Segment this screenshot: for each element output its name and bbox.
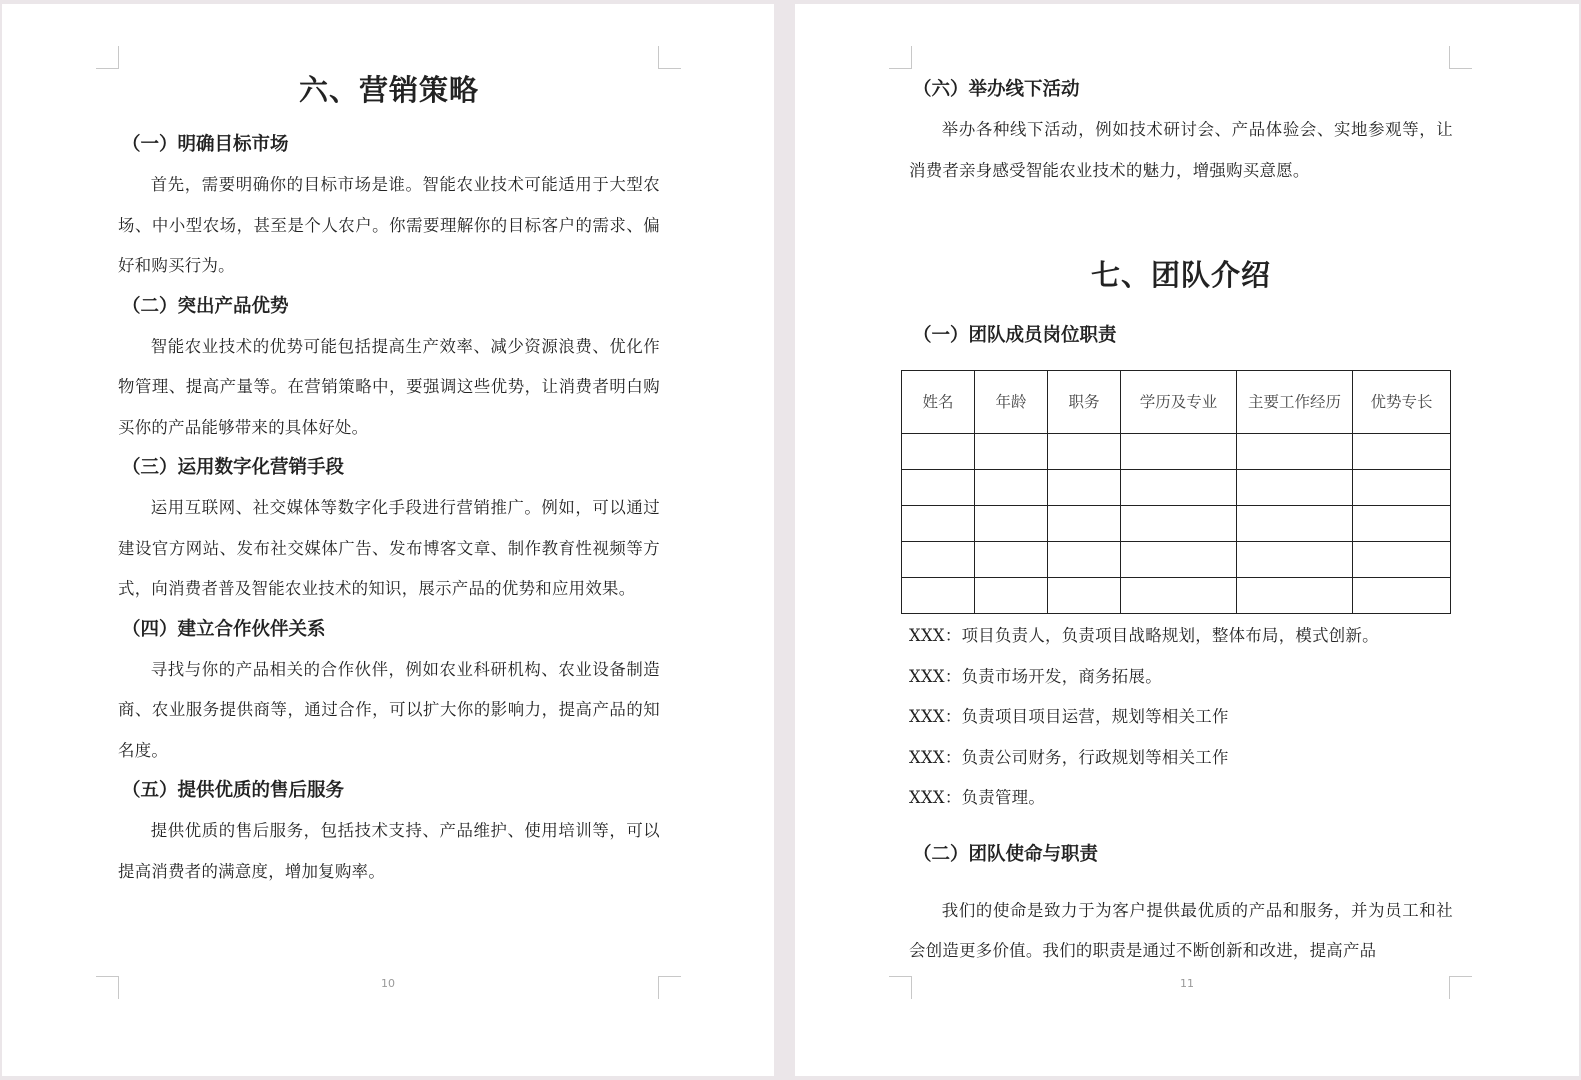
table-row	[902, 542, 1451, 578]
table-cell[interactable]	[1048, 578, 1121, 614]
section-paragraph: 首先，需要明确你的目标市场是谁。智能农业技术可能适用于大型农场、中小型农场，甚至是个人农户。你需要理解你的目标客户的需求、偏好和购买行为。	[118, 175, 660, 275]
page-content	[118, 68, 660, 892]
table-cell[interactable]	[1048, 434, 1121, 470]
table-header-cell: 主要工作经历	[1237, 371, 1353, 434]
table-cell[interactable]	[1048, 542, 1121, 578]
table-cell[interactable]	[1237, 578, 1353, 614]
section-paragraph: 寻找与你的产品相关的合作伙伴，例如农业科研机构、农业设备制造商、农业服务提供商等，通过合作，可以扩大你的影响力，提高产品的知名度。	[118, 659, 660, 760]
page-number: 10	[381, 977, 395, 990]
section-paragraph: 运用互联网、社交媒体等数字化手段进行营销推广。例如，可以通过建设官方网站、发布社交媒体广告、发布博客文章、制作教育性视频等方式，向消费者普及智能农业技术的知识，展示产品的优势和应用效果。	[118, 498, 660, 598]
table-cell[interactable]	[1237, 434, 1353, 470]
table-cell[interactable]	[1237, 506, 1353, 542]
chapter-title: 七、团队介绍	[1090, 258, 1271, 292]
table-cell[interactable]	[975, 470, 1048, 506]
role-item: XXX：负责管理。	[909, 788, 1046, 807]
table-cell[interactable]	[975, 434, 1048, 470]
table-cell[interactable]	[1121, 470, 1237, 506]
table-cell[interactable]	[902, 506, 975, 542]
table-header-row	[902, 371, 1451, 434]
table-header-cell: 学历及专业	[1121, 371, 1237, 434]
section-heading: （一）团队成员岗位职责	[913, 325, 1117, 346]
page-content	[909, 70, 1453, 972]
table-cell[interactable]	[902, 578, 975, 614]
table-cell[interactable]	[1237, 470, 1353, 506]
table-row	[902, 506, 1451, 542]
section-heading: （一）明确目标市场	[122, 134, 289, 155]
role-list	[909, 616, 1453, 819]
table-cell[interactable]	[1237, 542, 1353, 578]
document-page-right	[795, 4, 1579, 1076]
section-heading: （三）运用数字化营销手段	[122, 457, 345, 478]
table-cell[interactable]	[975, 542, 1048, 578]
table-row	[902, 578, 1451, 614]
table-cell[interactable]	[1048, 506, 1121, 542]
table-header-cell: 职务	[1048, 371, 1121, 434]
table-cell[interactable]	[1048, 470, 1121, 506]
table-cell[interactable]	[1353, 434, 1451, 470]
team-table	[901, 370, 1451, 614]
table-cell[interactable]	[1353, 506, 1451, 542]
table-cell[interactable]	[902, 470, 975, 506]
table-cell[interactable]	[1121, 506, 1237, 542]
section-paragraph: 智能农业技术的优势可能包括提高生产效率、减少资源浪费、优化作物管理、提高产量等。在营销策略中，要强调这些优势，让消费者明白购买你的产品能够带来的具体好处。	[118, 336, 660, 437]
table-cell[interactable]	[902, 542, 975, 578]
role-item: XXX：负责公司财务，行政规划等相关工作	[909, 747, 1229, 767]
table-cell[interactable]	[1121, 542, 1237, 578]
section-paragraph: 我们的使命是致力于为客户提供最优质的产品和服务，并为员工和社会创造更多价值。我们的职责是通过不断创新和改进，提高产品	[909, 900, 1453, 960]
table-cell[interactable]	[975, 506, 1048, 542]
role-item: XXX：项目负责人，负责项目战略规划，整体布局，模式创新。	[909, 626, 1379, 645]
table-cell[interactable]	[1353, 470, 1451, 506]
table-row	[902, 470, 1451, 506]
table-row	[902, 434, 1451, 470]
section-heading: （二）团队使命与职责	[913, 843, 1099, 865]
table-header-cell: 优势专长	[1353, 371, 1451, 434]
crop-mark	[96, 46, 119, 69]
table-cell[interactable]	[1121, 578, 1237, 614]
section-heading: （四）建立合作伙伴关系	[122, 618, 326, 640]
role-item: XXX：负责市场开发，商务拓展。	[909, 666, 1162, 686]
table-cell[interactable]	[1121, 434, 1237, 470]
table-cell[interactable]	[1353, 578, 1451, 614]
section-paragraph: 举办各种线下活动，例如技术研讨会、产品体验会、实地参观等，让消费者亲身感受智能农业技术的魅力，增强购买意愿。	[909, 120, 1453, 180]
crop-mark	[889, 46, 912, 69]
page-number: 11	[1180, 977, 1194, 990]
document-page-left	[2, 4, 774, 1076]
crop-mark	[658, 46, 681, 69]
role-item: XXX：负责项目项目运营，规划等相关工作	[909, 707, 1229, 726]
section-heading: （六）举办线下活动	[913, 79, 1080, 100]
table-cell[interactable]	[1353, 542, 1451, 578]
crop-mark	[1449, 46, 1472, 69]
table-header-cell: 姓名	[902, 371, 975, 434]
section-heading: （二）突出产品优势	[122, 295, 289, 317]
chapter-title: 六、营销策略	[298, 73, 479, 107]
table-header-cell: 年龄	[975, 371, 1048, 434]
section-heading: （五）提供优质的售后服务	[122, 780, 345, 801]
table-cell[interactable]	[975, 578, 1048, 614]
table-cell[interactable]	[902, 434, 975, 470]
section-paragraph: 提供优质的售后服务，包括技术支持、产品维护、使用培训等，可以提高消费者的满意度，增加复购率。	[118, 821, 660, 881]
